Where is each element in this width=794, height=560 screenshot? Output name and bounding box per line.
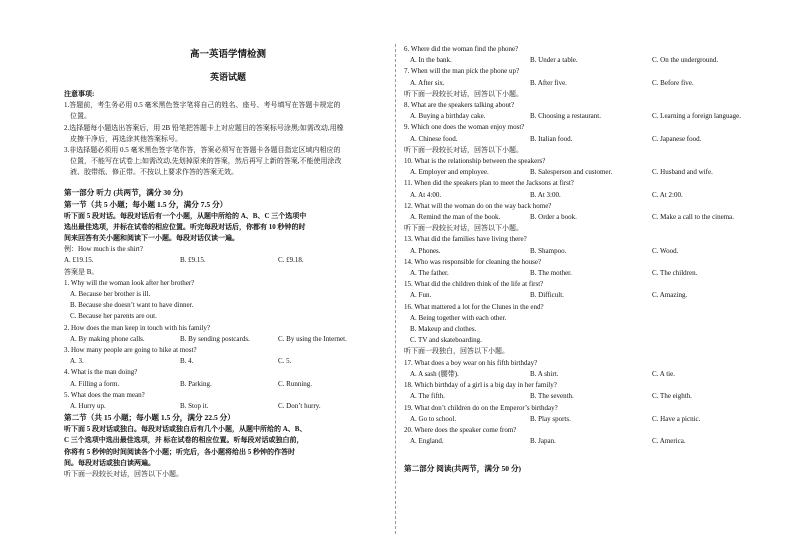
- option-text: A. Filling a form.: [70, 379, 120, 388]
- option-text: B. Order a book.: [530, 213, 577, 222]
- option-text: B. Because she doesn’t want to have dinner.: [70, 301, 194, 310]
- notice-line: 1.答题前，考生务必用 0.5 毫米黑色签字笔将自己的姓名、座号、考号填写在答题卡规定的: [64, 101, 341, 110]
- option-text: B. Under a table.: [530, 56, 578, 65]
- question-text: 17. What does a boy wear on his fifth birthday?: [404, 358, 538, 367]
- option-text: A. Fun.: [410, 291, 432, 300]
- option-row: [404, 268, 764, 279]
- example-answer: 答案是 B。: [64, 267, 99, 276]
- right-column: [404, 28, 764, 475]
- option-text: A. Because her brother is ill.: [70, 290, 151, 299]
- left-column: [64, 28, 392, 480]
- option-row: [404, 436, 764, 447]
- option-text: C. Before five.: [652, 78, 694, 87]
- option-text: A. Chinese food.: [410, 134, 458, 143]
- question-text: 8. What are the speakers talking about?: [404, 101, 515, 110]
- listening-prompt: 听下面一段独白，回答以下小题。: [404, 347, 509, 356]
- option-row: [404, 290, 764, 301]
- option-text: A. Go to school.: [410, 414, 457, 423]
- question-text: 14. Who was responsible for cleaning the house?: [404, 257, 542, 266]
- option-text: A. Remind the man of the book.: [410, 213, 501, 222]
- option-text: A. In the bank.: [410, 56, 452, 65]
- notice-line: 2.选择题每小题选出答案后，用 2B 铅笔把答题卡上对应题目的答案标号涂黑;如需改动,用橡: [64, 123, 344, 132]
- option-text: A. A sash (腰带).: [410, 369, 459, 378]
- listening-prompt: 听下面一段较长对话，回答以下小题。: [404, 224, 523, 233]
- section1-instructions: [64, 211, 392, 245]
- option-text: B. After five.: [530, 78, 567, 87]
- option-text: C. A tie.: [652, 369, 675, 378]
- part1-heading: 第一部分 听力 (共两节，满分 30 分): [64, 187, 183, 197]
- option-row: [404, 414, 764, 425]
- option-text: A. Being together with each other.: [410, 313, 507, 322]
- option-text: B. A shirt.: [530, 369, 559, 378]
- question-text: 10. What is the relationship between the speakers?: [404, 157, 546, 166]
- option-text: C. Have a picnic.: [652, 414, 701, 423]
- option-row: [404, 111, 764, 122]
- example-options: [64, 255, 392, 266]
- option-row: [64, 401, 392, 412]
- question-text: 11. When did the speakers plan to meet the Jacksons at first?: [404, 179, 574, 188]
- option-row: [404, 78, 764, 89]
- instruction-line: 选出最佳选项，并标在试卷的相应位置。听完每段对话后，你都有 10 秒钟的时: [64, 222, 306, 231]
- option-text: C. Because her parents are out.: [70, 312, 157, 321]
- option-text: C. Running.: [278, 379, 313, 388]
- option-text: C. Don’t hurry.: [278, 402, 321, 411]
- notice-heading: 注意事项:: [64, 90, 95, 98]
- option-text: C. Make a call to the cinema.: [652, 213, 735, 222]
- option-text: A. At 4:00.: [410, 190, 442, 199]
- option-text: C. Amazing.: [652, 291, 688, 300]
- option-text: A. Phones.: [410, 246, 441, 255]
- question-text: 19. What don’t children do on the Emperor’s birthday?: [404, 403, 558, 412]
- option-row: [404, 369, 764, 380]
- option-text: B. Makeup and clothes.: [410, 325, 477, 334]
- option-text: A. Hurry up.: [70, 402, 106, 411]
- notice-line: 位置，不能写在试卷上;如需改动,先划掉原来的答案，然后再写上新的答案,不能使用涂改: [70, 157, 342, 166]
- option-text: B. 4.: [180, 357, 194, 366]
- instruction-line: 间。每段对话或独白读两遍。: [64, 458, 155, 467]
- option-text: C. Learning a foreign language.: [652, 112, 742, 121]
- section2-heading: 第二节（共 15 小题；每小题 1.5 分，满分 22.5 分）: [64, 413, 235, 423]
- option-text: A. 3.: [70, 357, 84, 366]
- notice-block: [64, 100, 392, 178]
- column-divider: [395, 44, 396, 534]
- notice-line: 皮擦干净后，再选涂其他答案标号。: [70, 134, 182, 143]
- question-text: 5. What does the man mean?: [64, 390, 145, 399]
- option-row: [404, 55, 764, 66]
- option-text: A. After six.: [410, 78, 445, 87]
- question-text: 9. Which one does the woman enjoy most?: [404, 123, 525, 132]
- option-text: B. The seventh.: [530, 392, 574, 401]
- example-option-c: C. £9.18.: [278, 256, 304, 265]
- option-text: B. By sending postcards.: [180, 334, 250, 343]
- example-question: 例：How much is the shirt?: [64, 245, 143, 254]
- option-text: C. At 2:00.: [652, 190, 683, 199]
- section1-heading: 第一节（共 5 小题；每小题 1.5 分，满分 7.5 分）: [64, 199, 228, 209]
- option-text: B. Parking.: [180, 379, 212, 388]
- part2-heading: 第二部分 阅读(共两节，满分 50 分): [404, 464, 522, 474]
- option-text: C. The children.: [652, 269, 698, 278]
- option-row: [404, 134, 764, 145]
- notice-line: 液、胶带纸、修正带。不按以上要求作答的答案无效。: [70, 168, 238, 177]
- listening-prompt: 听下面一段较长对话，回答以下小题。: [404, 89, 523, 98]
- option-row: [404, 167, 764, 178]
- question-text: 13. What did the families have living there?: [404, 235, 527, 244]
- example-option-b: B. £9.15.: [180, 256, 206, 265]
- option-text: A. England.: [410, 437, 444, 446]
- question-text: 6. Where did the woman find the phone?: [404, 45, 519, 53]
- question-text: 3. How many people are going to hike at most?: [64, 346, 197, 355]
- listening-prompt: 听下面一段较长对话，回答以下小题。: [404, 145, 523, 154]
- question-text: 16. What mattered a lot for the Clunes in the end?: [404, 302, 544, 311]
- option-text: B. Italian food.: [530, 134, 573, 143]
- option-text: C. Wood.: [652, 246, 679, 255]
- exam-subtitle: 英语试题: [209, 72, 246, 82]
- option-row: [404, 391, 764, 402]
- question-text: 18. Which birthday of a girl is a big day in her family?: [404, 381, 557, 390]
- question-text: 15. What did the children think of the life at first?: [404, 280, 544, 289]
- option-text: C. On the underground.: [652, 56, 719, 65]
- option-text: B. At 3:00.: [530, 190, 561, 199]
- option-text: A. By making phone calls.: [70, 334, 145, 343]
- option-text: B. Japan.: [530, 437, 556, 446]
- example-option-a: A. £19.15.: [64, 256, 94, 265]
- option-text: C. Husband and wife.: [652, 168, 713, 177]
- option-row: [404, 190, 764, 201]
- question-text: 20. Where does the speaker come from?: [404, 425, 517, 434]
- option-text: C. TV and skateboarding.: [410, 336, 482, 345]
- exam-sheet: [52, 28, 767, 536]
- question-text: 12. What will the woman do on the way back home?: [404, 201, 552, 210]
- option-text: C. By using the Internet.: [278, 334, 347, 343]
- option-text: B. Difficult.: [530, 291, 564, 300]
- question-text: 2. How does the man keep in touch with his family?: [64, 323, 210, 332]
- option-text: B. The mother.: [530, 269, 572, 278]
- option-text: B. Choosing a restaurant.: [530, 112, 601, 121]
- section2-lead: 听下面一段较长对话，回答以下小题。: [64, 470, 183, 479]
- option-text: A. The father.: [410, 269, 449, 278]
- section2-instructions: [64, 424, 392, 469]
- option-row: [404, 212, 764, 223]
- instruction-line: 听下面 5 段对话。每段对话后有一个小题，从题中所给的 A、B、C 三个选项中: [64, 211, 307, 220]
- option-text: A. The fifth.: [410, 392, 445, 401]
- option-text: B. Shampoo.: [530, 246, 567, 255]
- option-text: B. Play sports.: [530, 414, 571, 423]
- option-text: B. Stop it.: [180, 402, 209, 411]
- option-text: C. The eighth.: [652, 392, 692, 401]
- option-text: A. Employer and employee.: [410, 168, 489, 177]
- option-row: [64, 356, 392, 367]
- question-text: 1. Why will the woman look after her brother?: [64, 278, 195, 287]
- option-text: C. 5.: [278, 357, 292, 366]
- option-row: [64, 334, 392, 345]
- option-text: A. Buying a birthday cake.: [410, 112, 486, 121]
- instruction-line: 间来回答有关小题和阅读下一小题。每段对话仅读一遍。: [64, 234, 239, 243]
- option-text: B. Salesperson and customer.: [530, 168, 613, 177]
- section1-questions: [64, 278, 392, 412]
- option-text: C. America.: [652, 437, 686, 446]
- notice-line: 位置。: [70, 112, 91, 121]
- question-text: 4. What is the man doing?: [64, 368, 138, 377]
- instruction-line: C 三个选项中选出最佳选项，并 标在试卷的相应位置。听每段对话或独白前，: [64, 436, 304, 445]
- question-text: 7. When will the man pick the phone up?: [404, 67, 520, 76]
- instruction-line: 听下面 5 段对话或独白。每段对话或独白后有几个小题，从题中所给的 A、B、: [64, 425, 307, 434]
- exam-title: 高一英语学情检测: [189, 50, 266, 60]
- instruction-line: 你将有 5 秒钟的时间阅读各个小题；听完后，各小题将给出 5 秒钟的作答时: [64, 447, 295, 456]
- option-row: [64, 379, 392, 390]
- option-row: [404, 246, 764, 257]
- option-text: C. Japanese food.: [652, 134, 702, 143]
- notice-line: 3.非选择题必须用 0.5 毫米黑色签字笔作答，答案必须写在答题卡各题目指定区域内相应的: [64, 146, 341, 155]
- section2-questions: [404, 44, 764, 447]
